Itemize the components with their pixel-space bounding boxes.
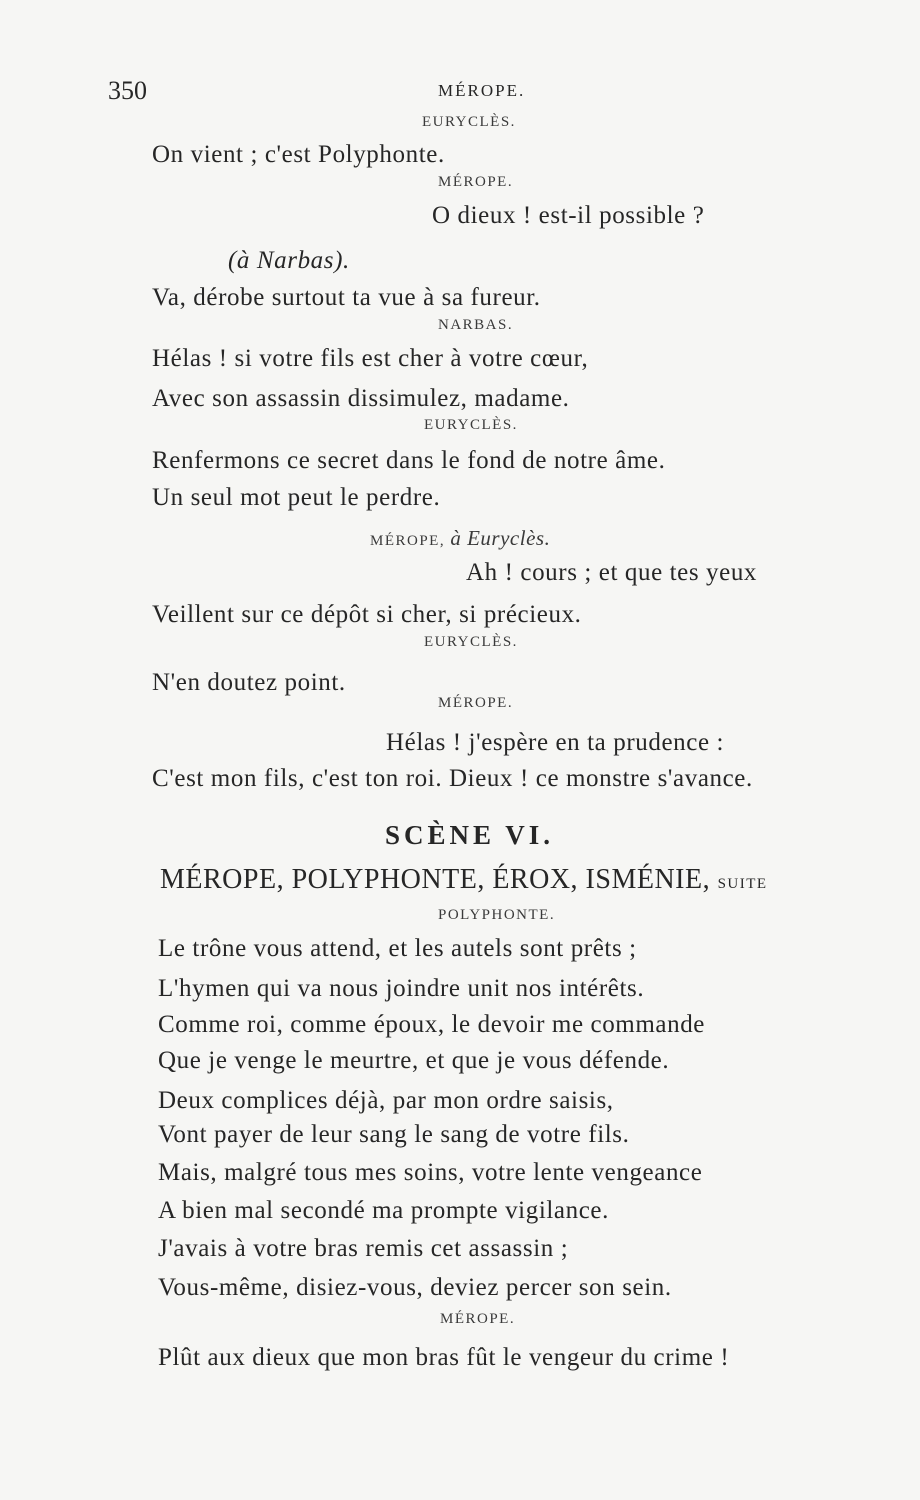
cast-list: MÉROPE, POLYPHONTE, ÉROX, ISMÉNIE, [160,864,711,895]
stage-direction: (à Narbas). [228,247,350,274]
verse-line: On vient ; c'est Polyphonte. [152,141,445,168]
speaker-label: NARBAS. [438,317,514,333]
running-head: MÉROPE. [438,81,526,100]
speaker-label: MÉROPE. [440,1311,516,1327]
verse-line: Que je venge le meurtre, et que je vous défende. [158,1047,670,1074]
verse-line: Deux complices déjà, par mon ordre saisis, [158,1087,614,1114]
verse-line: Avec son assassin dissimulez, madame. [152,385,570,412]
speaker-label: EURYCLÈS. [424,417,518,433]
scene-title: SCÈNE VI. [385,820,555,850]
speaker-name: MÉROPE, [370,533,446,549]
speaker-label: MÉROPE. [438,174,514,190]
verse-line: Hélas ! si votre fils est cher à votre cœur, [152,345,589,372]
scene-cast [160,866,768,894]
verse-line: O dieux ! est-il possible ? [432,202,705,229]
verse-line: Hélas ! j'espère en ta prudence : [386,729,725,756]
verse-line: Vont payer de leur sang le sang de votre fils. [158,1121,630,1148]
speaker-label: MÉROPE. [438,695,514,711]
verse-line: Va, dérobe surtout ta vue à sa fureur. [152,284,541,311]
verse-line: Plût aux dieux que mon bras fût le vengeur du crime ! [158,1344,730,1371]
page-number: 350 [108,76,147,105]
verse-line: Mais, malgré tous mes soins, votre lente vengeance [158,1159,703,1186]
verse-line: A bien mal secondé ma prompte vigilance. [158,1197,609,1224]
speaker-label: POLYPHONTE. [438,907,556,923]
cast-suffix: SUITE [717,876,768,892]
verse-line: Le trône vous attend, et les autels sont prêts ; [158,935,637,962]
verse-line: L'hymen qui va nous joindre unit nos intérêts. [158,975,645,1002]
speaker-label: EURYCLÈS. [422,114,516,130]
speaker-label [370,528,550,549]
verse-line: Veillent sur ce dépôt si cher, si précieux. [152,601,582,628]
verse-line: N'en doutez point. [152,669,346,696]
stage-direction: à Euryclès. [450,526,551,550]
verse-line: Un seul mot peut le perdre. [152,484,441,511]
verse-line: Renfermons ce secret dans le fond de notre âme. [152,447,666,474]
speaker-label: EURYCLÈS. [424,634,518,650]
verse-line: C'est mon fils, c'est ton roi. Dieux ! ce monstre s'avance. [152,765,753,792]
verse-line: Vous-même, disiez-vous, deviez percer son sein. [158,1274,672,1301]
verse-line: Comme roi, comme époux, le devoir me commande [158,1011,705,1038]
verse-line: Ah ! cours ; et que tes yeux [466,559,758,586]
verse-line: J'avais à votre bras remis cet assassin ; [158,1235,569,1262]
